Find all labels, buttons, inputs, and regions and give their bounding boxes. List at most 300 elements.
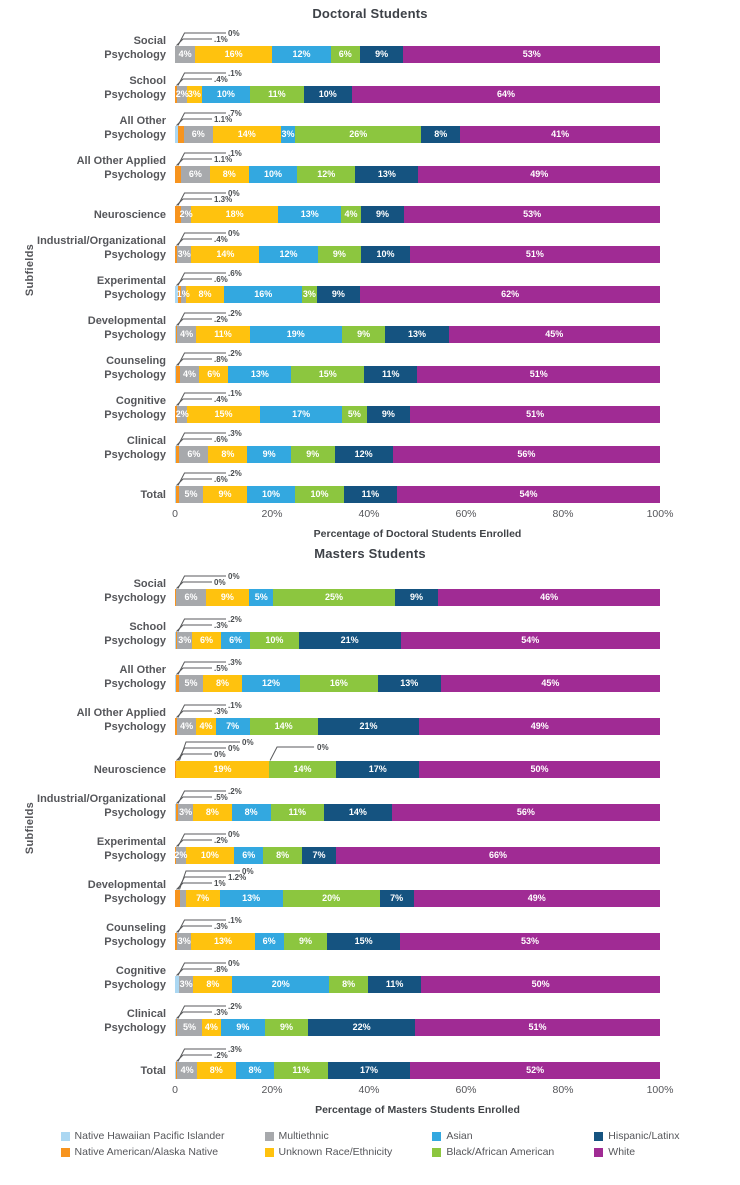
- bar-area: [175, 778, 660, 821]
- bar-segment-white: [419, 718, 660, 735]
- doctoral-y-axis-label: Subfields: [24, 243, 36, 297]
- bar-segment-value: 52%: [526, 1065, 545, 1075]
- legend-swatch-hispanic: [594, 1132, 603, 1141]
- stacked-bar: [175, 589, 660, 606]
- callout-label: .8%: [214, 355, 228, 364]
- bar-segment-hispanic: [335, 446, 393, 463]
- callout-label: .6%: [214, 475, 228, 484]
- legend-column: [594, 1130, 679, 1158]
- bar-segment-hispanic: [318, 718, 420, 735]
- bar-segment-hispanic: [361, 206, 405, 223]
- bar-segment-hispanic: [327, 933, 400, 950]
- callout-bracket-group: [175, 223, 455, 246]
- bar-segment-value: 5%: [347, 409, 361, 419]
- bar-segment-black: [329, 976, 368, 993]
- bar-segment-black: [297, 166, 355, 183]
- callout-strip: [175, 950, 455, 976]
- bar-segment-value: 9%: [218, 489, 232, 499]
- callout-label: 0%: [228, 572, 240, 581]
- callout-leader-line: [177, 119, 213, 126]
- callout-label: 0%: [228, 959, 240, 968]
- bar-segment-unknown: [206, 589, 250, 606]
- bar-segment-value: 3%: [187, 89, 201, 99]
- bar-segment-multiethnic: [177, 1019, 201, 1036]
- row-label-line: All Other Applied: [76, 155, 166, 168]
- stacked-bar: [175, 933, 660, 950]
- bar-segment-white: [410, 1062, 660, 1079]
- masters-chart: [0, 540, 740, 1116]
- callout-label: .1%: [214, 35, 228, 44]
- bar-segment-hispanic: [302, 847, 336, 864]
- row-label: [0, 649, 175, 692]
- legend-label: Black/African American: [446, 1146, 555, 1158]
- callout-strip: [175, 263, 455, 286]
- row-label: [0, 423, 175, 463]
- legend-column: [61, 1130, 225, 1158]
- bar-segment-multiethnic: [179, 486, 203, 503]
- row-label-line: Neuroscience: [93, 763, 166, 776]
- bar-segment-unknown: [193, 976, 232, 993]
- row-label-line: Industrial/Organizational: [37, 793, 166, 806]
- stacked-bar: [175, 890, 660, 907]
- bar-segment-value: 10%: [200, 850, 219, 860]
- callout-bracket-group: [175, 821, 455, 847]
- bar-segment-hispanic: [421, 126, 460, 143]
- chart-row: [0, 383, 740, 423]
- bar-segment-value: 9%: [236, 1022, 250, 1032]
- bar-segment-unknown: [187, 86, 202, 103]
- chart-row: [0, 143, 740, 183]
- bar-segment-value: 45%: [545, 329, 564, 339]
- bar-segment-unknown: [208, 446, 247, 463]
- bar-segment-value: 18%: [225, 209, 244, 219]
- callout-label: 0%: [228, 189, 240, 198]
- row-label-line: All Other Applied: [76, 707, 166, 720]
- bar-segment-white: [397, 486, 660, 503]
- bar-segment-asian: [249, 166, 298, 183]
- chart-row: [0, 343, 740, 383]
- bar-area: [175, 950, 660, 993]
- row-label-line: Counseling: [106, 922, 166, 935]
- x-axis-tick-label: 80%: [552, 508, 574, 520]
- bar-segment-white: [336, 847, 660, 864]
- row-label: [0, 263, 175, 303]
- bar-segment-value: 12%: [317, 169, 336, 179]
- bar-area: [175, 223, 660, 263]
- bar-segment-hispanic: [328, 1062, 410, 1079]
- callout-leader-line: [177, 582, 213, 589]
- row-label-line: Cognitive: [115, 965, 166, 978]
- callout-label: .2%: [228, 1002, 242, 1011]
- legend: [0, 1130, 740, 1158]
- row-label-line: Psychology: [104, 892, 166, 905]
- bar-segment-value: 62%: [501, 289, 520, 299]
- bar-segment-value: 8%: [434, 129, 448, 139]
- bar-segment-value: 11%: [288, 807, 306, 817]
- chart-row: [0, 907, 740, 950]
- callout-bracket-group: [175, 950, 455, 976]
- row-label-line: Psychology: [104, 128, 166, 141]
- stacked-bar: [175, 761, 660, 778]
- bar-segment-black: [250, 718, 318, 735]
- bar-segment-value: 54%: [519, 489, 538, 499]
- bar-segment-value: 49%: [527, 893, 546, 903]
- stacked-bar: [175, 366, 660, 383]
- row-label: [0, 143, 175, 183]
- callout-label: .1%: [228, 916, 242, 925]
- callout-bracket-group: [175, 343, 455, 366]
- masters-x-axis: [172, 1084, 674, 1100]
- bar-segment-value: 10%: [216, 89, 235, 99]
- bar-segment-value: 15%: [354, 936, 373, 946]
- bar-segment-value: 4%: [344, 209, 358, 219]
- bar-segment-white: [393, 446, 660, 463]
- bar-segment-value: 13%: [214, 936, 233, 946]
- stacked-bar: [175, 206, 660, 223]
- bar-segment-value: 10%: [263, 169, 282, 179]
- bar-segment-asian: [221, 632, 250, 649]
- bar-segment-value: 7%: [390, 893, 404, 903]
- stacked-bar: [175, 246, 660, 263]
- bar-segment-value: 49%: [530, 721, 549, 731]
- chart-row: [0, 303, 740, 343]
- bar-segment-white: [438, 589, 660, 606]
- legend-item: [265, 1146, 393, 1158]
- bar-segment-value: 9%: [357, 329, 371, 339]
- stacked-bar: [175, 166, 660, 183]
- callout-strip: [175, 383, 455, 406]
- callout-bracket-group: [175, 183, 455, 206]
- row-label-line: Psychology: [104, 288, 166, 301]
- bar-segment-value: 3%: [177, 249, 191, 259]
- bar-segment-asian: [216, 718, 250, 735]
- bar-segment-value: 26%: [349, 129, 368, 139]
- stacked-bar: [175, 675, 660, 692]
- bar-segment-value: 6%: [184, 592, 198, 602]
- bar-area: [175, 864, 660, 907]
- bar-segment-hispanic: [361, 246, 410, 263]
- bar-segment-unknown: [186, 847, 235, 864]
- bar-segment-white: [404, 206, 660, 223]
- callout-label: .2%: [228, 615, 242, 624]
- doctoral-chart: [0, 0, 740, 540]
- bar-segment-unknown: [191, 206, 278, 223]
- bar-segment-value: 13%: [400, 678, 419, 688]
- row-label-line: Social: [133, 35, 166, 48]
- bar-segment-black: [265, 1019, 309, 1036]
- bar-segment-hispanic: [385, 326, 448, 343]
- bar-segment-value: 9%: [306, 449, 320, 459]
- callout-leader-line: [177, 1055, 213, 1062]
- row-label-line: Psychology: [104, 591, 166, 604]
- bar-segment-asian: [247, 446, 291, 463]
- bar-segment-value: 51%: [529, 369, 548, 379]
- callout-strip: [175, 907, 455, 933]
- row-label: [0, 821, 175, 864]
- bar-segment-unknown: [213, 126, 281, 143]
- stacked-bar: [175, 1062, 660, 1079]
- bar-segment-value: 7%: [196, 893, 210, 903]
- bar-segment-unknown: [196, 718, 215, 735]
- bar-segment-value: 21%: [359, 721, 378, 731]
- bar-segment-value: 8%: [342, 979, 356, 989]
- bar-segment-value: 4%: [180, 329, 194, 339]
- row-label: [0, 950, 175, 993]
- row-label-line: Psychology: [104, 48, 166, 61]
- callout-strip: [175, 23, 455, 46]
- bar-segment-value: 53%: [522, 49, 541, 59]
- row-label-line: Psychology: [104, 806, 166, 819]
- bar-segment-multiethnic: [179, 675, 203, 692]
- x-axis-tick-label: 60%: [455, 1084, 477, 1096]
- callout-leader-line: [177, 797, 213, 804]
- chart-row: [0, 563, 740, 606]
- bar-segment-value: 51%: [528, 1022, 547, 1032]
- legend-swatch-native_hawaiian: [61, 1132, 70, 1141]
- bar-segment-asian: [236, 1062, 275, 1079]
- callout-leader-line: [177, 969, 213, 976]
- bar-area: [175, 563, 660, 606]
- callout-leader-line: [177, 199, 213, 206]
- bar-segment-multiethnic: [177, 326, 196, 343]
- legend-swatch-asian: [432, 1132, 441, 1141]
- bar-segment-value: 4%: [204, 1022, 218, 1032]
- bar-segment-unknown: [191, 246, 259, 263]
- bar-segment-asian: [242, 675, 300, 692]
- callout-strip: [175, 692, 455, 718]
- chart-row: [0, 1036, 740, 1079]
- bar-segment-value: 49%: [530, 169, 549, 179]
- bar-segment-value: 13%: [300, 209, 319, 219]
- legend-label: Native American/Alaska Native: [74, 1146, 219, 1158]
- bar-segment-value: 11%: [268, 89, 286, 99]
- bar-segment-value: 3%: [178, 635, 192, 645]
- row-label: [0, 864, 175, 907]
- bar-segment-unknown: [196, 326, 249, 343]
- bar-segment-unknown: [199, 366, 228, 383]
- bar-area: [175, 821, 660, 864]
- row-label-line: Developmental: [87, 879, 166, 892]
- bar-segment-value: 9%: [280, 1022, 294, 1032]
- callout-label: .1%: [228, 389, 242, 398]
- callout-label: .3%: [228, 658, 242, 667]
- bar-segment-black: [291, 446, 335, 463]
- callout-leader-line: [177, 668, 213, 675]
- callout-leader-line: [177, 359, 213, 366]
- bar-segment-white: [360, 286, 660, 303]
- legend-swatch-multiethnic: [265, 1132, 274, 1141]
- callout-strip: [175, 343, 455, 366]
- legend-swatch-black: [432, 1148, 441, 1157]
- bar-segment-white: [415, 1019, 660, 1036]
- callout-strip: [175, 303, 455, 326]
- callout-bracket-group: [175, 103, 455, 126]
- bar-segment-black: [302, 286, 317, 303]
- legend-label: Multiethnic: [278, 1130, 329, 1142]
- bar-area: [175, 23, 660, 63]
- chart-row: [0, 23, 740, 63]
- bar-segment-value: 8%: [222, 169, 236, 179]
- bar-segment-asian: [234, 847, 263, 864]
- row-label-line: Psychology: [104, 168, 166, 181]
- bar-segment-value: 9%: [376, 209, 390, 219]
- callout-strip: [175, 563, 455, 589]
- bar-segment-unknown: [186, 890, 220, 907]
- bar-segment-value: 4%: [183, 369, 197, 379]
- bar-segment-black: [300, 675, 378, 692]
- row-label-line: Psychology: [104, 248, 166, 261]
- bar-segment-black: [284, 933, 328, 950]
- row-label-line: Psychology: [104, 849, 166, 862]
- bar-segment-value: 17%: [359, 1065, 378, 1075]
- row-label: [0, 463, 175, 503]
- row-label: [0, 23, 175, 63]
- callout-leader-line: [270, 747, 314, 761]
- bar-segment-white: [449, 326, 661, 343]
- bar-segment-multiethnic: [179, 446, 208, 463]
- legend-swatch-unknown: [265, 1148, 274, 1157]
- stacked-bar: [175, 718, 660, 735]
- callout-label: .6%: [214, 275, 228, 284]
- row-label: [0, 692, 175, 735]
- bar-segment-unknown: [193, 804, 232, 821]
- row-label-line: Experimental: [96, 836, 166, 849]
- callout-strip: [175, 1036, 455, 1062]
- bar-area: [175, 606, 660, 649]
- row-label-line: Neuroscience: [93, 208, 166, 221]
- bar-segment-asian: [232, 804, 271, 821]
- bar-segment-black: [331, 46, 360, 63]
- bar-area: [175, 143, 660, 183]
- row-label: [0, 343, 175, 383]
- bar-segment-white: [441, 675, 660, 692]
- bar-segment-hispanic: [378, 675, 441, 692]
- callout-label: .7%: [228, 109, 242, 118]
- bar-segment-value: 21%: [340, 635, 359, 645]
- bar-segment-black: [291, 366, 364, 383]
- row-label-line: Clinical: [126, 435, 166, 448]
- bar-segment-value: 8%: [206, 979, 220, 989]
- bar-segment-value: 19%: [213, 764, 232, 774]
- bar-segment-value: 2%: [175, 89, 189, 99]
- bar-segment-value: 8%: [216, 678, 230, 688]
- bar-segment-multiethnic: [177, 718, 196, 735]
- bar-segment-value: 64%: [496, 89, 515, 99]
- bar-segment-value: 11%: [292, 1065, 310, 1075]
- callout-label: 0%: [228, 229, 240, 238]
- chart-row: [0, 692, 740, 735]
- bar-segment-value: 45%: [541, 678, 560, 688]
- bar-segment-value: 12%: [354, 449, 373, 459]
- stacked-bar: [175, 976, 660, 993]
- bar-segment-value: 3%: [302, 289, 316, 299]
- x-axis-tick-label: 40%: [358, 1084, 380, 1096]
- x-axis-tick-label: 20%: [261, 508, 283, 520]
- bar-segment-value: 6%: [200, 635, 214, 645]
- bar-segment-value: 66%: [488, 850, 507, 860]
- bar-segment-value: 3%: [179, 979, 193, 989]
- legend-label: Unknown Race/Ethnicity: [278, 1146, 393, 1158]
- bar-segment-white: [460, 126, 660, 143]
- bar-area: [175, 183, 660, 223]
- bar-segment-multiethnic: [177, 1062, 196, 1079]
- bar-area: [175, 303, 660, 343]
- bar-segment-value: 54%: [521, 635, 540, 645]
- bar-segment-multiethnic: [177, 632, 192, 649]
- bar-segment-multiethnic: [179, 976, 194, 993]
- callout-label: .1%: [228, 701, 242, 710]
- row-label: [0, 993, 175, 1036]
- bar-segment-value: 4%: [180, 721, 194, 731]
- bar-segment-value: 13%: [407, 329, 426, 339]
- bar-area: [175, 343, 660, 383]
- bar-segment-value: 9%: [262, 449, 276, 459]
- callout-leader-line: [177, 1012, 213, 1019]
- bar-segment-value: 3%: [281, 129, 295, 139]
- callout-label: 0%: [317, 743, 329, 752]
- bar-segment-multiethnic: [175, 46, 194, 63]
- bar-segment-value: 9%: [220, 592, 234, 602]
- callout-label: .3%: [228, 429, 242, 438]
- callout-leader-line: [177, 625, 213, 632]
- bar-segment-white: [352, 86, 660, 103]
- bar-segment-black: [271, 804, 324, 821]
- x-axis-tick-label: 100%: [646, 1084, 674, 1096]
- stacked-bar: [175, 406, 660, 423]
- bar-segment-unknown: [186, 286, 225, 303]
- legend-swatch-white: [594, 1148, 603, 1157]
- bar-segment-value: 11%: [385, 979, 404, 989]
- callout-bracket-group: [175, 735, 455, 761]
- callout-label: .1%: [228, 149, 242, 158]
- bar-segment-value: 15%: [318, 369, 337, 379]
- callout-label: .2%: [214, 315, 228, 324]
- row-label-line: Psychology: [104, 328, 166, 341]
- bar-segment-value: 3%: [179, 807, 193, 817]
- bar-segment-value: 7%: [312, 850, 326, 860]
- bar-segment-value: 9%: [331, 289, 345, 299]
- bar-segment-value: 13%: [250, 369, 269, 379]
- callout-label: .6%: [214, 435, 228, 444]
- callout-bracket-group: [175, 864, 455, 890]
- bar-segment-white: [392, 804, 660, 821]
- legend-item: [265, 1130, 393, 1142]
- chart-row: [0, 735, 740, 778]
- bar-segment-value: 41%: [551, 129, 570, 139]
- bar-segment-value: 11%: [361, 489, 380, 499]
- bar-area: [175, 1036, 660, 1079]
- bar-segment-value: 56%: [517, 449, 536, 459]
- row-label: [0, 223, 175, 263]
- callout-strip: [175, 606, 455, 632]
- bar-segment-value: 20%: [271, 979, 290, 989]
- bar-segment-value: 5%: [184, 489, 198, 499]
- callout-leader-line: [177, 926, 213, 933]
- bar-segment-white: [419, 761, 660, 778]
- bar-area: [175, 103, 660, 143]
- bar-segment-asian: [278, 206, 341, 223]
- bar-segment-multiethnic: [177, 933, 192, 950]
- callout-label: .4%: [214, 75, 228, 84]
- callout-bracket-group: [175, 563, 455, 589]
- bar-segment-asian: [247, 486, 296, 503]
- chart-row: [0, 223, 740, 263]
- bar-area: [175, 463, 660, 503]
- chart-row: [0, 463, 740, 503]
- row-label: [0, 63, 175, 103]
- x-axis-tick-label: 20%: [261, 1084, 283, 1096]
- bar-segment-value: 8%: [209, 1065, 223, 1075]
